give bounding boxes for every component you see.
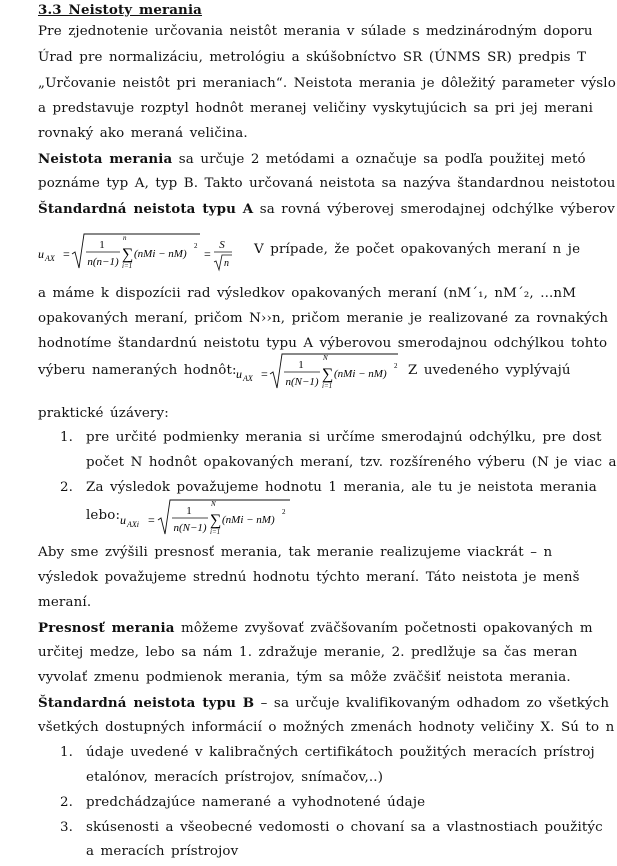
formula-denominator: n(n−1) (87, 256, 119, 268)
text-line (38, 695, 609, 711)
text-line: všetkých dostupných informácií o možných zmenách hodnoty veličiny X. Sú to n (38, 720, 615, 735)
text-line (38, 620, 593, 636)
formula-subscript: AX (243, 374, 253, 383)
list-item-text: lebo: (86, 508, 121, 523)
list-item-number: 2. (60, 480, 74, 495)
svg-text:=: = (204, 247, 211, 261)
formula-numerator: 1 (186, 505, 192, 517)
svg-text:=: = (261, 367, 268, 381)
list-item-text: Za výsledok považujeme hodnotu 1 merania, ale tu je neistota merania (86, 480, 597, 495)
formula-exponent: 2 (194, 242, 198, 250)
bold-term: Presnosť merania (38, 620, 175, 636)
formula-sqrt-n: n (224, 258, 229, 269)
list-item-text: predchádzajúce namerané a vyhodnotené údaje (86, 795, 426, 810)
list-item-text: etalónov, meracích prístrojov, snímačov,..) (86, 770, 384, 785)
text-line (38, 151, 586, 167)
formula-body: (nMi − nM) (334, 368, 387, 380)
formula-sum-upper: n (123, 234, 127, 242)
text-line: V prípade, že počet opakovaných meraní n je (254, 242, 581, 257)
svg-text:∑: ∑ (122, 246, 134, 263)
text-line: Pre zjednotenie určovania neistôt merania v súlade s medzinárodným doporu (38, 24, 593, 39)
formula-uax-n (36, 228, 252, 276)
text-span: – sa určuje kvalifikovaným odhadom zo všetkých (254, 696, 610, 711)
formula-symbol: u (120, 513, 126, 527)
formula-s: S (219, 239, 225, 251)
text-line: opakovaných meraní, pričom N››n, pričom meranie je realizované za rovnakých (38, 311, 609, 326)
text-span: sa rovná výberovej smerodajnej odchýlke výberov (253, 202, 615, 217)
text-line: praktické úzávery: (38, 406, 169, 421)
formula-denominator: n(N−1) (285, 376, 319, 388)
list-item-number: 1. (60, 745, 74, 760)
bold-term: Neistota merania (38, 151, 173, 167)
formula-body: (nMi − nM) (134, 248, 187, 260)
formula-subscript: AXi (127, 520, 139, 529)
list-item-text: skúsenosti a všeobecné vedomosti o chovaní sa a vlastnostiach použitýc (86, 820, 603, 835)
list-item-text: počet N hodnôt opakovaných meraní, tzv. rozšíreného výberu (N je viac a (86, 455, 617, 470)
formula-uaxi (118, 494, 298, 540)
text-line: meraní. (38, 595, 92, 610)
formula-symbol: u (38, 247, 44, 261)
text-line: a predstavuje rozptyl hodnôt meranej veličiny vyskytujúcich sa pri jej merani (38, 101, 594, 116)
text-line: Úrad pre normalizáciu, metrológiu a skúšobníctvo SR (ÚNMS SR) predpis T (38, 50, 587, 65)
text-line: „Určovanie neistôt pri meraniach“. Neistota merania je dôležitý parameter výslo (38, 76, 616, 91)
list-item-text: pre určité podmienky merania si určíme smerodajnú odchýlku, pre dost (86, 430, 602, 445)
text-line: poznáme typ A, typ B. Takto určovaná neistota sa nazýva štandardnou neistotou (38, 176, 616, 191)
formula-body: (nMi − nM) (222, 514, 275, 526)
bold-term: Štandardná neistota typu B (38, 695, 255, 711)
formula-exponent: 2 (282, 508, 286, 516)
formula-sum-lower: i=1 (210, 528, 221, 536)
formula-sum-lower: i=1 (322, 382, 333, 390)
svg-text:=: = (148, 513, 155, 527)
formula-exponent: 2 (394, 362, 398, 370)
formula-sum-upper: N (211, 500, 216, 508)
list-item-number: 1. (60, 430, 74, 445)
text-span: sa určuje 2 metódami a označuje sa podľa použitej metó (172, 152, 586, 167)
formula-sum-lower: i=1 (122, 262, 133, 270)
text-line: výberu nameraných hodnôt: (38, 363, 237, 378)
text-line: výsledok považujeme strednú hodnotu týchto meraní. Táto neistota je menš (38, 570, 580, 585)
text-line: vyvolať zmenu podmienok merania, tým sa môže zväčšiť neistota merania. (38, 670, 571, 685)
section-heading: 3.3 Neistoty merania (38, 2, 203, 18)
text-span: môžeme zvyšovať zväčšovaním početnosti opakovaných m (174, 621, 593, 636)
text-line: určitej medze, lebo sa nám 1. zdražuje meranie, 2. predlžuje sa čas meran (38, 645, 578, 660)
text-line (38, 201, 615, 217)
list-item-number: 3. (60, 820, 74, 835)
text-line: Aby sme zvýšili presnosť merania, tak meranie realizujeme viackrát – n (38, 545, 553, 560)
text-line: a máme k dispozícii rad výsledkov opakovaných meraní (nM´₁, nM´₂, ...nM (38, 286, 577, 301)
formula-symbol: u (236, 367, 242, 381)
formula-sum-upper: N (323, 354, 328, 362)
formula-numerator: 1 (99, 239, 105, 251)
text-line: hodnotíme štandardnú neistotu typu A výberovou smerodajnou odchýlkou tohto (38, 336, 608, 351)
formula-uax-N (234, 348, 404, 394)
svg-text:=: = (63, 247, 70, 261)
formula-subscript: AX (45, 254, 55, 263)
svg-text:∑: ∑ (210, 512, 222, 529)
text-line: rovnaký ako meraná veličina. (38, 126, 248, 141)
list-item-text: a meracích prístrojov (86, 844, 239, 859)
formula-numerator: 1 (298, 359, 304, 371)
list-item-text: údaje uvedené v kalibračných certifikátoch použitých meracích prístroj (86, 745, 595, 760)
list-item-number: 2. (60, 795, 74, 810)
formula-denominator: n(N−1) (173, 522, 207, 534)
svg-text:∑: ∑ (322, 366, 334, 383)
text-line: Z uvedeného vyplývajú (408, 363, 571, 378)
bold-term: Štandardná neistota typu A (38, 201, 254, 217)
